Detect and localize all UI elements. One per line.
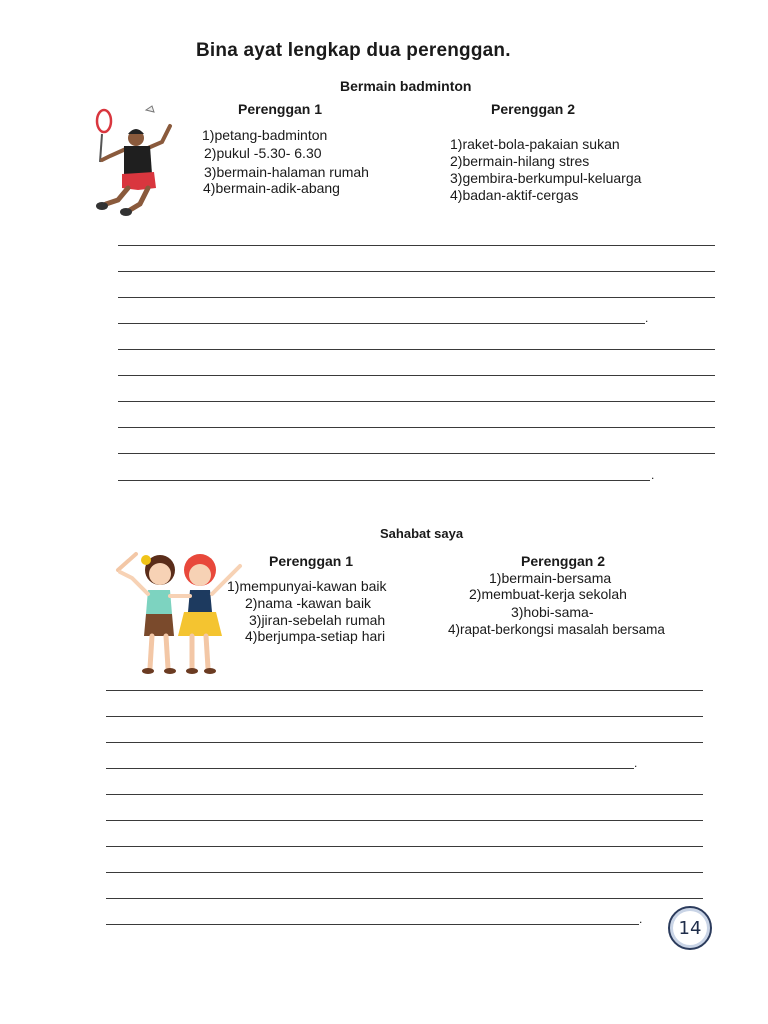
writing-line[interactable] (118, 297, 715, 298)
writing-line[interactable] (106, 846, 703, 847)
writing-line[interactable] (118, 427, 715, 428)
two-friends-illustration (112, 548, 248, 680)
paragraph-end-mark: . (639, 912, 643, 926)
worksheet-instruction: Bina ayat lengkap dua perenggan. (196, 40, 511, 61)
section1-p1-item: 1)petang-badminton (202, 127, 328, 143)
section2-p2-item: 3)hobi-sama- (511, 604, 594, 620)
writing-line[interactable] (118, 401, 715, 402)
writing-line[interactable] (106, 794, 703, 795)
section1-topic: Bermain badminton (340, 78, 472, 94)
section1-paragraph1-heading: Perenggan 1 (238, 101, 323, 117)
section2-paragraph1-heading: Perenggan 1 (269, 553, 354, 569)
writing-line[interactable] (106, 742, 703, 743)
writing-line[interactable] (106, 768, 634, 769)
writing-line[interactable] (118, 323, 645, 324)
section1-p2-item: 4)badan-aktif-cergas (450, 187, 579, 203)
section2-p1-item: 2)nama -kawan baik (245, 595, 372, 611)
section2-p2-item: 4)rapat-berkongsi masalah bersama (448, 622, 665, 637)
writing-line[interactable] (118, 245, 715, 246)
writing-line[interactable] (118, 271, 715, 272)
writing-line[interactable] (106, 924, 639, 925)
section1-p1-item: 4)bermain-adik-abang (203, 180, 340, 196)
writing-line[interactable] (118, 349, 715, 350)
paragraph-end-mark: . (645, 311, 649, 325)
page-number: 14 (678, 917, 702, 939)
section1-p2-item: 3)gembira-berkumpul-keluarga (450, 170, 642, 186)
section2-topic: Sahabat saya (380, 526, 464, 541)
writing-line[interactable] (118, 453, 715, 454)
section1-paragraph2-heading: Perenggan 2 (491, 101, 576, 117)
paragraph-end-mark: . (634, 756, 638, 770)
paragraph-end-mark: . (651, 468, 655, 482)
writing-line[interactable] (118, 375, 715, 376)
writing-line[interactable] (106, 690, 703, 691)
badminton-player-illustration (88, 104, 186, 220)
writing-line[interactable] (106, 898, 703, 899)
section2-paragraph2-heading: Perenggan 2 (521, 553, 606, 569)
writing-line[interactable] (106, 872, 703, 873)
section2-p2-item: 2)membuat-kerja sekolah (469, 586, 627, 602)
writing-line[interactable] (106, 716, 703, 717)
section1-p2-item: 1)raket-bola-pakaian sukan (450, 136, 620, 152)
section1-p1-item: 2)pukul -5.30- 6.30 (204, 145, 322, 161)
section2-p1-item: 3)jiran-sebelah rumah (249, 612, 386, 628)
section2-p2-item: 1)bermain-bersama (489, 570, 612, 586)
section2-p1-item: 1)mempunyai-kawan baik (227, 578, 387, 594)
writing-line[interactable] (106, 820, 703, 821)
section1-p2-item: 2)bermain-hilang stres (450, 153, 590, 169)
section1-p1-item: 3)bermain-halaman rumah (204, 164, 369, 180)
page-number-badge (668, 906, 712, 950)
writing-line[interactable] (118, 480, 650, 481)
section2-p1-item: 4)berjumpa-setiap hari (245, 628, 386, 644)
